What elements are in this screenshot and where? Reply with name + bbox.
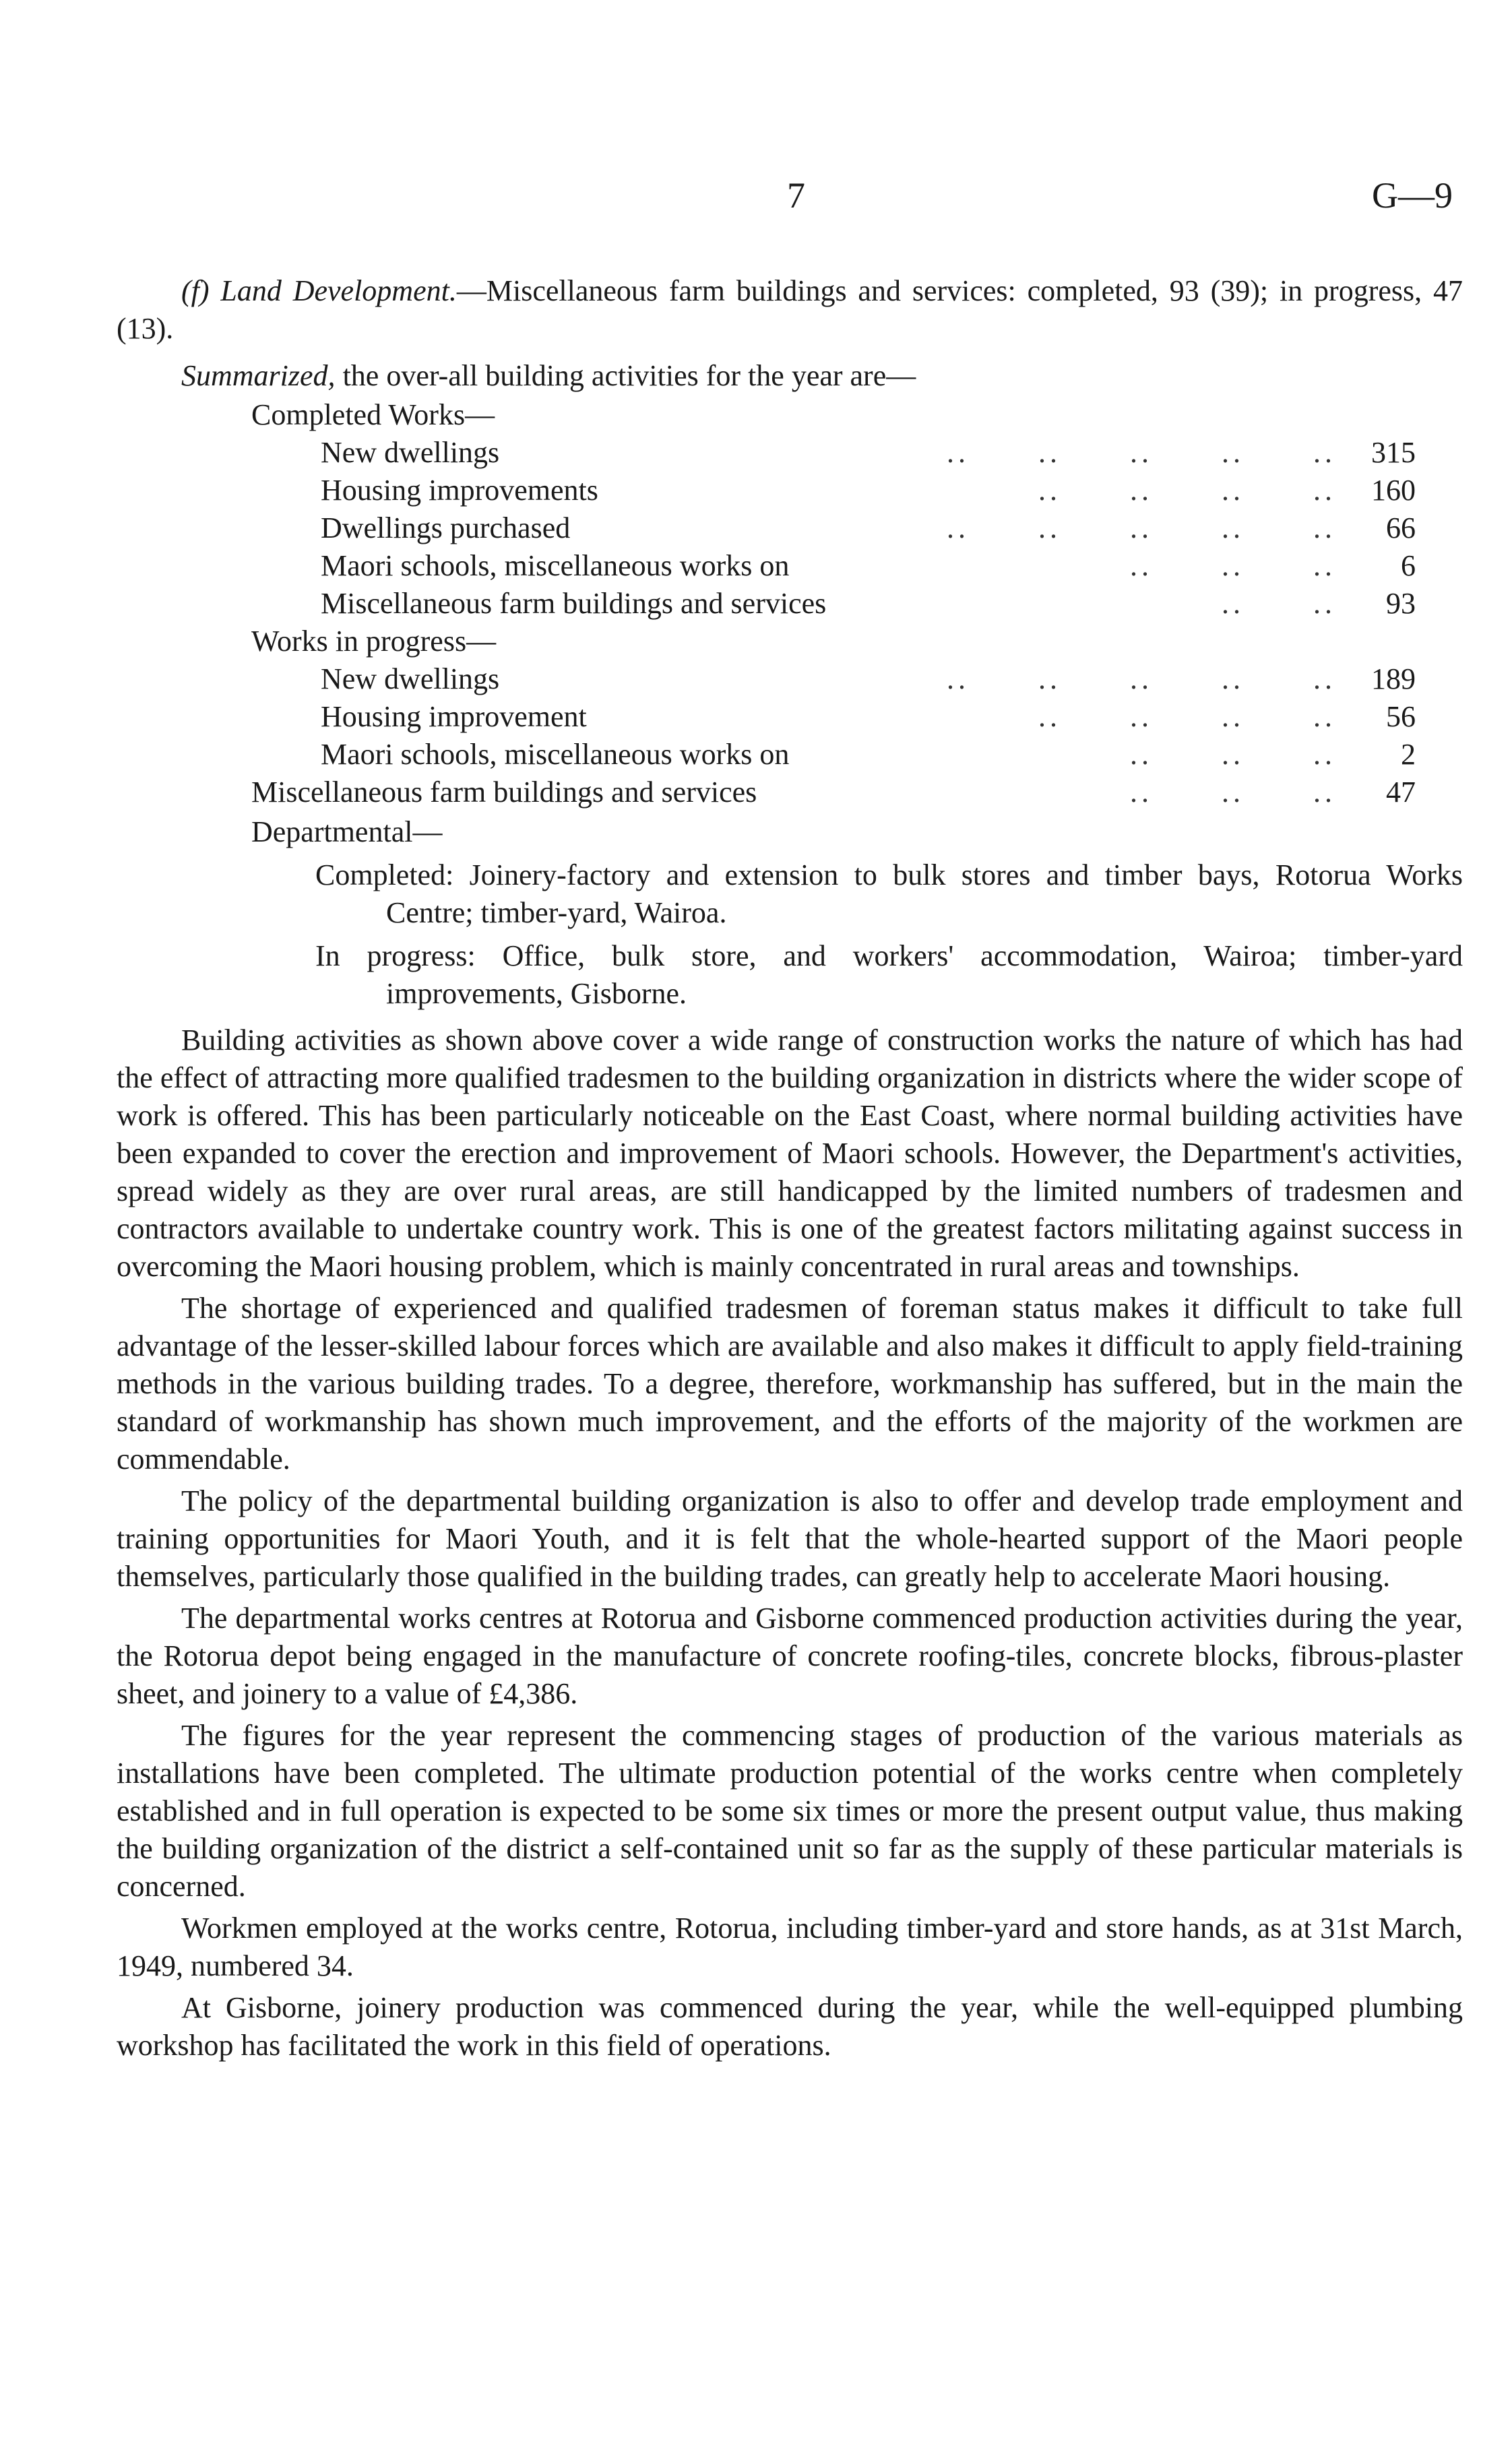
departmental-heading: Departmental— (251, 815, 443, 848)
list-item (117, 660, 1463, 698)
leader-dots: .. .. .. (1130, 738, 1336, 771)
paragraph: The shortage of experienced and qualified tradesmen of foreman status makes it difficult to take full advantage of the lesser-skilled labour forces which are available and also makes it difficult to apply field-training methods in the various building trades. To a degree, therefore, workmanship has suffered, but in the main the standard of workmanship has shown much improvement, and the efforts of the majority of the workmen are commendable. (117, 1292, 1463, 1476)
land-development-paragraph (117, 272, 1463, 348)
item-value: 189 (1371, 662, 1416, 695)
list-item (117, 434, 1463, 472)
summary-label: Summarized, (181, 359, 336, 392)
list-item (117, 472, 1463, 509)
body-text (117, 1021, 1463, 2065)
item-value: 93 (1386, 587, 1416, 620)
works-in-progress-heading: Works in progress— (251, 625, 497, 658)
item-value: 47 (1386, 776, 1416, 809)
completed-works-list (117, 396, 1463, 623)
leader-dots: .. .. .. .. (1038, 474, 1336, 507)
completed-works-heading: Completed Works— (251, 398, 495, 431)
leader-dots: .. .. .. .. .. (947, 436, 1336, 469)
works-in-progress-list (117, 623, 1463, 811)
paragraph: The departmental works centres at Rotorua and Gisborne commenced production activities during the year, the Rotorua depot being engaged in the manufacture of concrete roofing-tiles, concrete blocks, fibrous-plaster sheet, and joinery to a value of £4,386. (117, 1602, 1463, 1710)
item-label: Maori schools, miscellaneous works on (321, 738, 790, 771)
paragraph: The policy of the departmental building organization is also to offer and develop trade employment and training opportunities for Maori Youth, and it is felt that the whole-hearted support of the Maori people themselves, particularly those qualified in the building trades, can greatly help to accelerate Maori housing. (117, 1484, 1463, 1593)
item-value: 2 (1401, 738, 1416, 771)
item-label: Housing improvement (321, 700, 587, 733)
leader-dots: .. .. .. .. .. (947, 662, 1336, 695)
item-value: 315 (1371, 436, 1416, 469)
departmental-in-progress: In progress: Office, bulk store, and workers' accommodation, Wairoa; timber-yard improvements, Gisborne. (315, 939, 1463, 1010)
land-development-label: (f) Land Development. (181, 274, 457, 307)
land-development-text: —Miscellaneous farm buildings and services: completed, 93 (39); in progress, 47 (13). (117, 274, 1463, 345)
item-label: Dwellings purchased (321, 511, 571, 544)
paragraph: Workmen employed at the works centre, Rotorua, including timber-yard and store hands, as at 31st March, 1949, numbered 34. (117, 1912, 1463, 1982)
leader-dots: .. .. .. .. (1038, 700, 1336, 733)
paragraph: Building activities as shown above cover a wide range of construction works the nature of which has had the effect of attracting more qualified tradesmen to the building organization in districts where the wider scope of work is offered. This has been particularly noticeable on the East Coast, where normal building activities have been expanded to cover the erection and improvement of Maori schools. However, the Department's activities, spread widely as they are over rural areas, are still handicapped by the limited numbers of tradesmen and contractors available to undertake country work. This is one of the greatest factors militating against success in overcoming the Maori housing problem, which is mainly concentrated in rural areas and townships. (117, 1023, 1463, 1283)
item-label: Housing improvements (321, 474, 598, 507)
departmental-section (117, 813, 1463, 1013)
summary-line (117, 357, 1463, 395)
item-value: 66 (1386, 511, 1416, 544)
list-item (117, 774, 1463, 811)
leader-dots: .. .. .. (1130, 776, 1336, 809)
departmental-completed: Completed: Joinery-factory and extension to bulk stores and timber bays, Rotorua Works Centre; timber-yard, Wairoa. (315, 858, 1463, 929)
leader-dots: .. .. (1222, 587, 1336, 620)
item-label: New dwellings (321, 436, 500, 469)
leader-dots: .. .. .. .. .. (947, 511, 1336, 544)
paragraph: At Gisborne, joinery production was commenced during the year, while the well-equipped plumbing workshop has facilitated the work in this field of operations. (117, 1991, 1463, 2062)
summary-text: the over-all building activities for the year are— (335, 359, 916, 392)
document-reference: G—9 (1372, 175, 1453, 216)
item-value: 56 (1386, 700, 1416, 733)
list-item (117, 547, 1463, 585)
item-label: Miscellaneous farm buildings and services (321, 587, 827, 620)
item-label: Miscellaneous farm buildings and services (251, 776, 757, 809)
list-item (117, 736, 1463, 774)
paragraph: The figures for the year represent the commencing stages of production of the various materials as installations have been completed. The ultimate production potential of the works centre when completely established and in full operation is expected to be some six times or more the present output value, thus making the building organization of the district a self-contained unit so far as the supply of these particular materials is concerned. (117, 1719, 1463, 1903)
item-label: New dwellings (321, 662, 500, 695)
list-item (117, 585, 1463, 623)
list-item (117, 509, 1463, 547)
item-value: 6 (1401, 549, 1416, 582)
item-label: Maori schools, miscellaneous works on (321, 549, 790, 582)
page-number: 7 (787, 175, 805, 216)
list-item (117, 698, 1463, 736)
leader-dots: .. .. .. (1130, 549, 1336, 582)
item-value: 160 (1371, 474, 1416, 507)
